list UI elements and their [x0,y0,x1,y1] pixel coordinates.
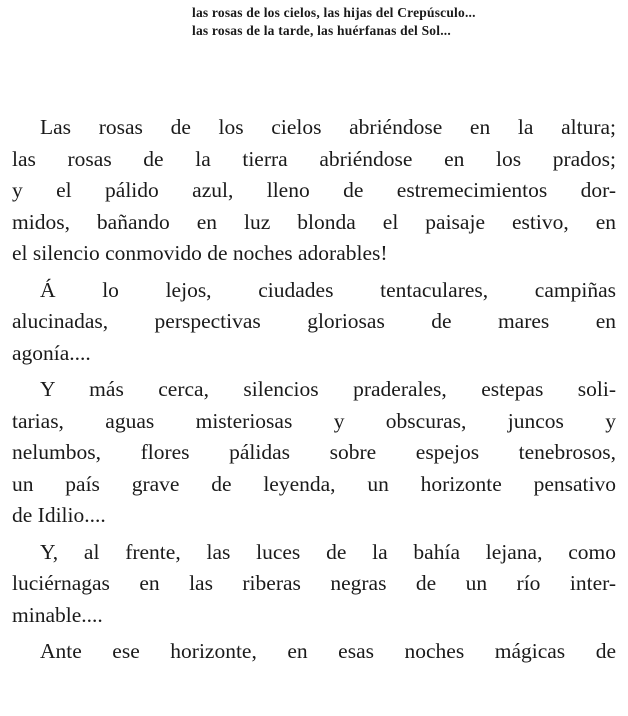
text-line: y el pálido azul, lleno de estremecimientos dor- [12,178,616,202]
paragraph [12,374,616,532]
epigraph [192,4,612,40]
text-line: Las rosas de los cielos abriéndose en la altura; [40,115,616,139]
paragraph [12,537,616,632]
paragraph [12,636,616,668]
body-text [12,112,616,673]
text-line: el silencio conmovido de noches adorables! [12,241,388,265]
text-line: las rosas de la tierra abriéndose en los prados; [12,146,616,171]
text-line: un país grave de leyenda, un horizonte pensativo [12,471,616,496]
text-line: minable.... [12,602,103,627]
paragraph [12,112,616,270]
epigraph-line: las rosas de la tarde, las huérfanas del Sol... [192,23,451,38]
text-line: Y, al frente, las luces de la bahía lejana, como [40,539,616,564]
text-line: de Idilio.... [12,503,106,527]
text-line: midos, bañando en luz blonda el paisaje estivo, en [12,209,616,234]
epigraph-line: las rosas de los cielos, las hijas del Crepúsculo... [192,5,476,20]
text-line: alucinadas, perspectivas gloriosas de mares en [12,309,616,333]
text-line: agonía.... [12,340,91,365]
text-line: luciérnagas en las riberas negras de un río inter- [12,571,616,595]
text-line: tarias, aguas misteriosas y obscuras, juncos y [12,408,616,433]
text-line: Ante ese horizonte, en esas noches mágicas de [40,639,616,663]
text-line: nelumbos, flores pálidas sobre espejos tenebrosos, [12,440,616,464]
paragraph [12,275,616,370]
text-line: Y más cerca, silencios praderales, estepas soli- [40,377,616,401]
text-line: Á lo lejos, ciudades tentaculares, campiñas [40,277,616,302]
